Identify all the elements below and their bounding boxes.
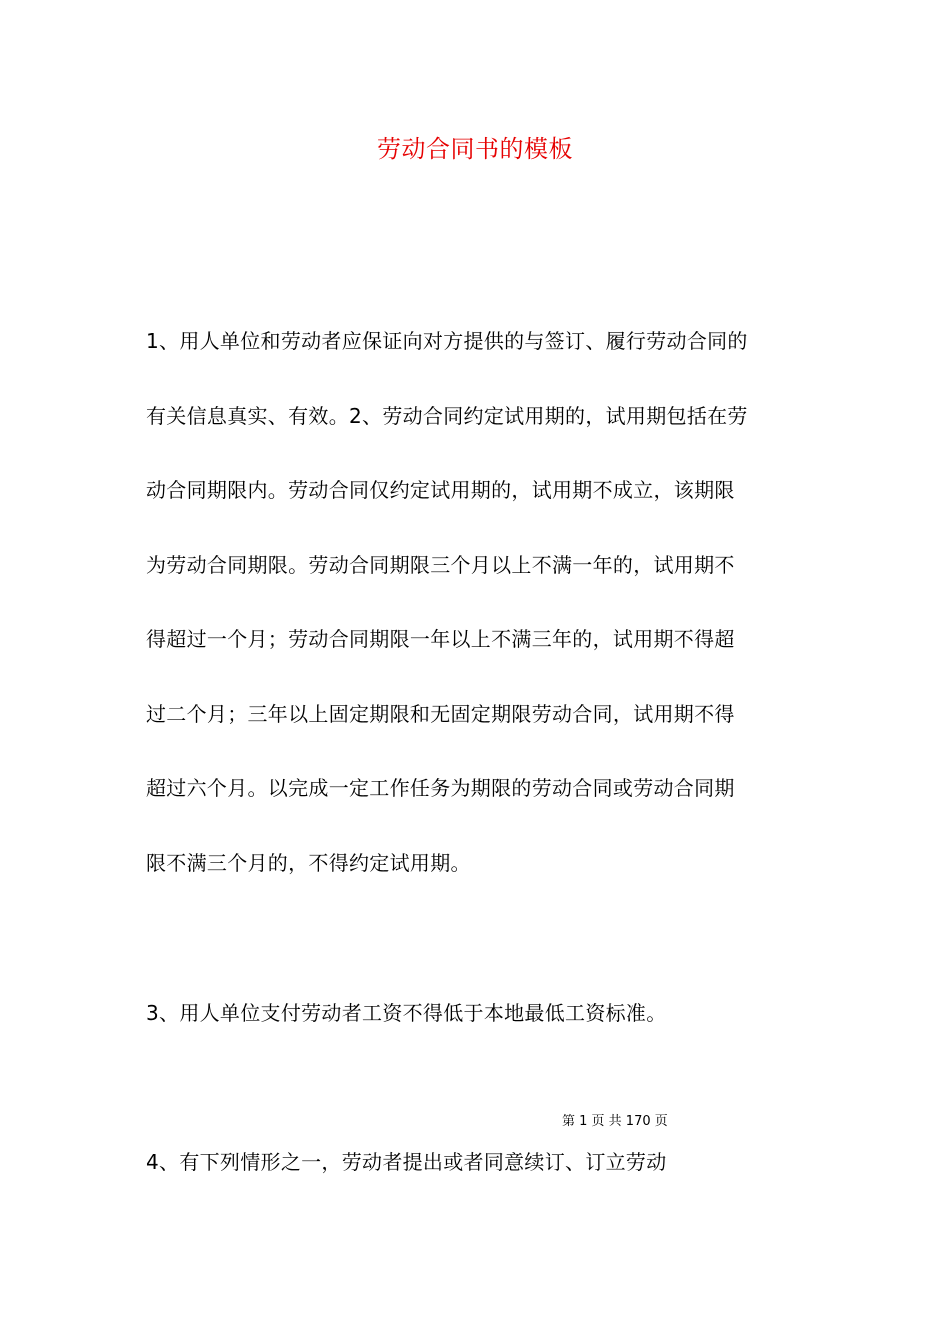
document-title: 劳动合同书的模板 [377,135,573,163]
paragraph-line: 1、用人单位和劳动者应保证向对方提供的与签订、履行劳动合同的 [146,329,748,353]
paragraph-1 [146,304,810,900]
paragraph-line: 动合同期限内。劳动合同仅约定试用期的，试用期不成立，该期限 [146,478,735,502]
paragraph-line: 超过六个月。以完成一定工作任务为期限的劳动合同或劳动合同期 [146,776,735,800]
paragraph-line: 限不满三个月的，不得约定试用期。 [146,850,471,875]
paragraph-line: 有关信息真实、有效。2、劳动合同约定试用期的，试用期包括在劳 [146,403,748,428]
paragraph-line: 过二个月；三年以上固定期限和无固定期限劳动合同，试用期不得 [146,701,735,726]
paragraph-3: 3、用人单位支付劳动者工资不得低于本地最低工资标准。 [146,1001,667,1025]
page-number-footer: 第 1 页 共 170 页 [562,1114,668,1129]
paragraph-line: 得超过一个月；劳动合同期限一年以上不满三年的，试用期不得超 [146,627,735,651]
paragraph-4: 4、有下列情形之一，劳动者提出或者同意续订、订立劳动 [146,1150,667,1174]
paragraph-line: 为劳动合同期限。劳动合同期限三个月以上不满一年的，试用期不 [146,552,735,577]
